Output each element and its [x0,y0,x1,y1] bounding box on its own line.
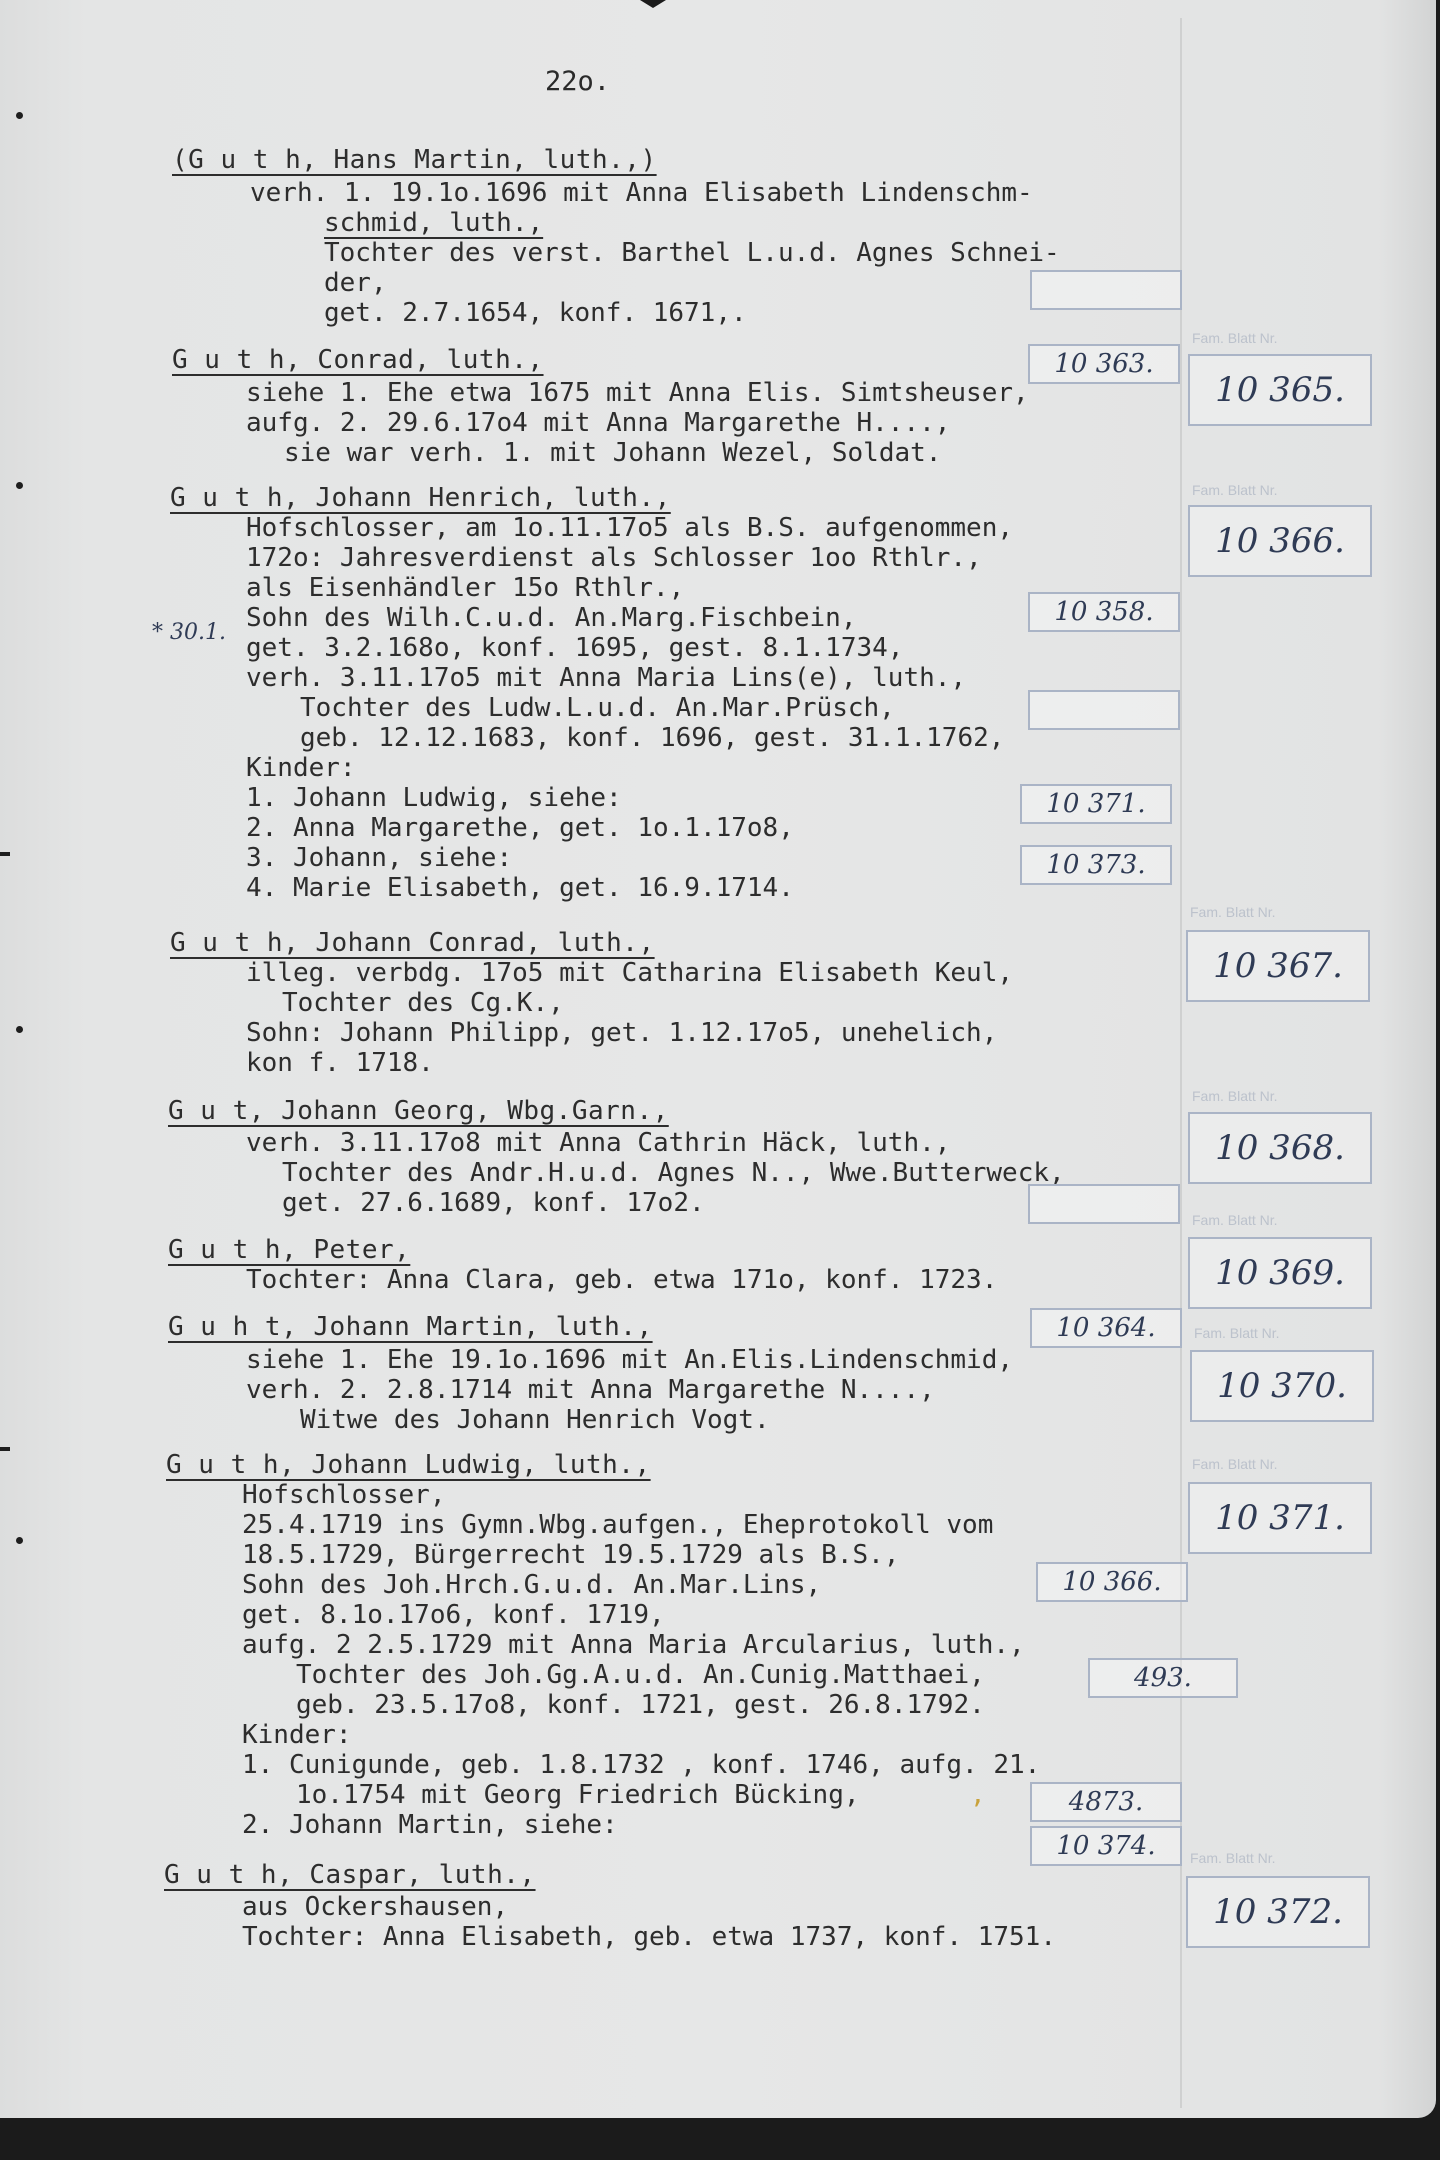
reference-box [1020,784,1172,824]
entry-line: siehe 1. Ehe 19.1o.1696 mit An.Elis.Lindenschmid, [246,1345,1014,1375]
reference-number: 10 358. [1054,597,1154,627]
entry-line: aufg. 2. 29.6.17o4 mit Anna Margarethe H...., [246,408,951,438]
stray-ink-mark: , [970,1780,986,1810]
entry-line: 1. Cunigunde, geb. 1.8.1732 , konf. 1746, aufg. 21. [242,1750,1041,1780]
entry-line: 4. Marie Elisabeth, get. 16.9.1714. [246,873,794,903]
entry-line: Hofschlosser, am 1o.11.17o5 als B.S. aufgenommen, [246,513,1014,543]
reference-box [1030,1826,1182,1866]
reference-number: 10 364. [1056,1313,1156,1343]
punch-hole-dot [16,1026,23,1033]
reference-box [1030,270,1182,310]
entry-line: geb. 12.12.1683, konf. 1696, gest. 31.1.1762, [300,723,1005,753]
entry-line: Tochter: Anna Elisabeth, geb. etwa 1737, konf. 1751. [242,1922,1056,1952]
entry-line: 2. Johann Martin, siehe: [242,1810,618,1840]
reference-number: 493. [1134,1663,1192,1693]
binder-tab [640,0,666,8]
entry-line: 25.4.1719 ins Gymn.Wbg.aufgen., Eheprotokoll vom [242,1510,994,1540]
entry-line: get. 27.6.1689, konf. 17o2. [282,1188,705,1218]
entry-heading: G u t h, Johann Ludwig, luth., [166,1450,651,1480]
entry-line: Sohn des Wilh.C.u.d. An.Marg.Fischbein, [246,603,857,633]
reference-box [1030,1782,1182,1822]
fam-blatt-number: 10 370. [1217,1366,1347,1406]
entry-line: get. 8.1o.17o6, konf. 1719, [242,1600,665,1630]
entry-line: aus Ockershausen, [242,1892,509,1922]
punch-hole-dot [16,112,23,119]
entry-line: get. 2.7.1654, konf. 1671,. [324,298,747,328]
entry-line: verh. 3.11.17o8 mit Anna Cathrin Häck, luth., [246,1128,951,1158]
fam-blatt-box [1188,505,1372,577]
entry-heading: G u t h, Caspar, luth., [164,1860,536,1890]
entry-line: illeg. verbdg. 17o5 mit Catharina Elisabeth Keul, [246,958,1014,988]
fam-blatt-box [1188,1112,1372,1184]
fam-blatt-box [1188,1482,1372,1554]
fam-blatt-number: 10 372. [1213,1892,1343,1932]
reference-box [1028,592,1180,632]
entry-heading: G u h t, Johann Martin, luth., [168,1312,653,1342]
entry-line: Hofschlosser, [242,1480,446,1510]
reference-number: 10 363. [1054,349,1154,379]
entry-line: verh. 1. 19.1o.1696 mit Anna Elisabeth Lindenschm- [250,178,1033,208]
reference-number: 10 371. [1046,789,1146,819]
entry-line: Tochter: Anna Clara, geb. etwa 171o, konf. 1723. [246,1265,998,1295]
entry-line: schmid, luth., [324,208,544,238]
entry-line: get. 3.2.168o, konf. 1695, gest. 8.1.1734, [246,633,904,663]
entry-heading: G u t, Johann Georg, Wbg.Garn., [168,1096,669,1126]
entry-heading: G u t h, Johann Conrad, luth., [170,928,655,958]
entry-line: 2. Anna Margarethe, get. 1o.1.17o8, [246,813,794,843]
entry-line: der, [324,268,387,298]
reference-number: 10 373. [1046,850,1146,880]
entry-line: aufg. 2 2.5.1729 mit Anna Maria Arcularius, luth., [242,1630,1025,1660]
reference-box [1028,344,1180,384]
edge-mark [0,1447,10,1451]
fam-blatt-label: Fam. Blatt Nr. [1190,1850,1276,1866]
edge-mark [0,852,10,856]
entry-line: als Eisenhändler 15o Rthlr., [246,573,685,603]
entry-line: Tochter des Cg.K., [282,988,564,1018]
fam-blatt-label: Fam. Blatt Nr. [1194,1325,1280,1341]
entry-line: 18.5.1729, Bürgerrecht 19.5.1729 als B.S., [242,1540,900,1570]
fam-blatt-label: Fam. Blatt Nr. [1192,1088,1278,1104]
handwritten-margin-note: * 30.1. [152,620,226,645]
entry-line: Sohn: Johann Philipp, get. 1.12.17o5, unehelich, [246,1018,998,1048]
entry-line: kon f. 1718. [246,1048,434,1078]
fam-blatt-label: Fam. Blatt Nr. [1192,482,1278,498]
entry-line: Tochter des Joh.Gg.A.u.d. An.Cunig.Matthaei, [296,1660,985,1690]
entry-line: sie war verh. 1. mit Johann Wezel, Soldat. [284,438,942,468]
entry-line: Witwe des Johann Henrich Vogt. [300,1405,770,1435]
fam-blatt-number: 10 366. [1215,521,1345,561]
page-number: 22o. [545,66,611,97]
fam-blatt-label: Fam. Blatt Nr. [1192,330,1278,346]
entry-line: Kinder: [246,753,356,783]
fam-blatt-label: Fam. Blatt Nr. [1192,1456,1278,1472]
entry-line: 3. Johann, siehe: [246,843,513,873]
entry-heading: G u t h, Conrad, luth., [172,345,544,375]
reference-box [1028,1184,1180,1224]
fam-blatt-number: 10 368. [1215,1128,1345,1168]
fam-blatt-box [1188,1237,1372,1309]
fam-blatt-number: 10 367. [1213,946,1343,986]
fam-blatt-box [1186,930,1370,1002]
entry-line: 1. Johann Ludwig, siehe: [246,783,622,813]
fam-blatt-box [1188,354,1372,426]
entry-line: Tochter des verst. Barthel L.u.d. Agnes Schnei- [324,238,1060,268]
entry-line: Tochter des Andr.H.u.d. Agnes N.., Wwe.Butterweck, [282,1158,1065,1188]
fam-blatt-number: 10 371. [1215,1498,1345,1538]
reference-box [1020,845,1172,885]
entry-line: Tochter des Ludw.L.u.d. An.Mar.Prüsch, [300,693,895,723]
reference-number: 4873. [1068,1787,1144,1817]
entry-line: siehe 1. Ehe etwa 1675 mit Anna Elis. Simtsheuser, [246,378,1029,408]
fam-blatt-number: 10 369. [1215,1253,1345,1293]
punch-hole-dot [16,1537,23,1544]
entry-line: verh. 2. 2.8.1714 mit Anna Margarethe N...., [246,1375,935,1405]
reference-box [1036,1562,1188,1602]
entry-heading: G u t h, Johann Henrich, luth., [170,483,671,513]
reference-number: 10 366. [1062,1567,1162,1597]
entry-line: verh. 3.11.17o5 mit Anna Maria Lins(e), luth., [246,663,967,693]
reference-box [1028,690,1180,730]
entry-line: Sohn des Joh.Hrch.G.u.d. An.Mar.Lins, [242,1570,822,1600]
reference-box [1030,1308,1182,1348]
entry-heading: G u t h, Peter, [168,1235,411,1265]
fam-blatt-number: 10 365. [1215,370,1345,410]
fam-blatt-label: Fam. Blatt Nr. [1190,904,1276,920]
entry-line: Kinder: [242,1720,352,1750]
entry-line: 172o: Jahresverdienst als Schlosser 1oo Rthlr., [246,543,982,573]
punch-hole-dot [16,482,23,489]
entry-line: 1o.1754 mit Georg Friedrich Bücking, [296,1780,860,1810]
fam-blatt-box [1186,1876,1370,1948]
entry-line: geb. 23.5.17o8, konf. 1721, gest. 26.8.1792. [296,1690,985,1720]
fam-blatt-box [1190,1350,1374,1422]
reference-number: 10 374. [1056,1831,1156,1861]
fam-blatt-label: Fam. Blatt Nr. [1192,1212,1278,1228]
reference-box [1088,1658,1238,1698]
entry-heading: (G u t h, Hans Martin, luth.,) [172,145,657,175]
